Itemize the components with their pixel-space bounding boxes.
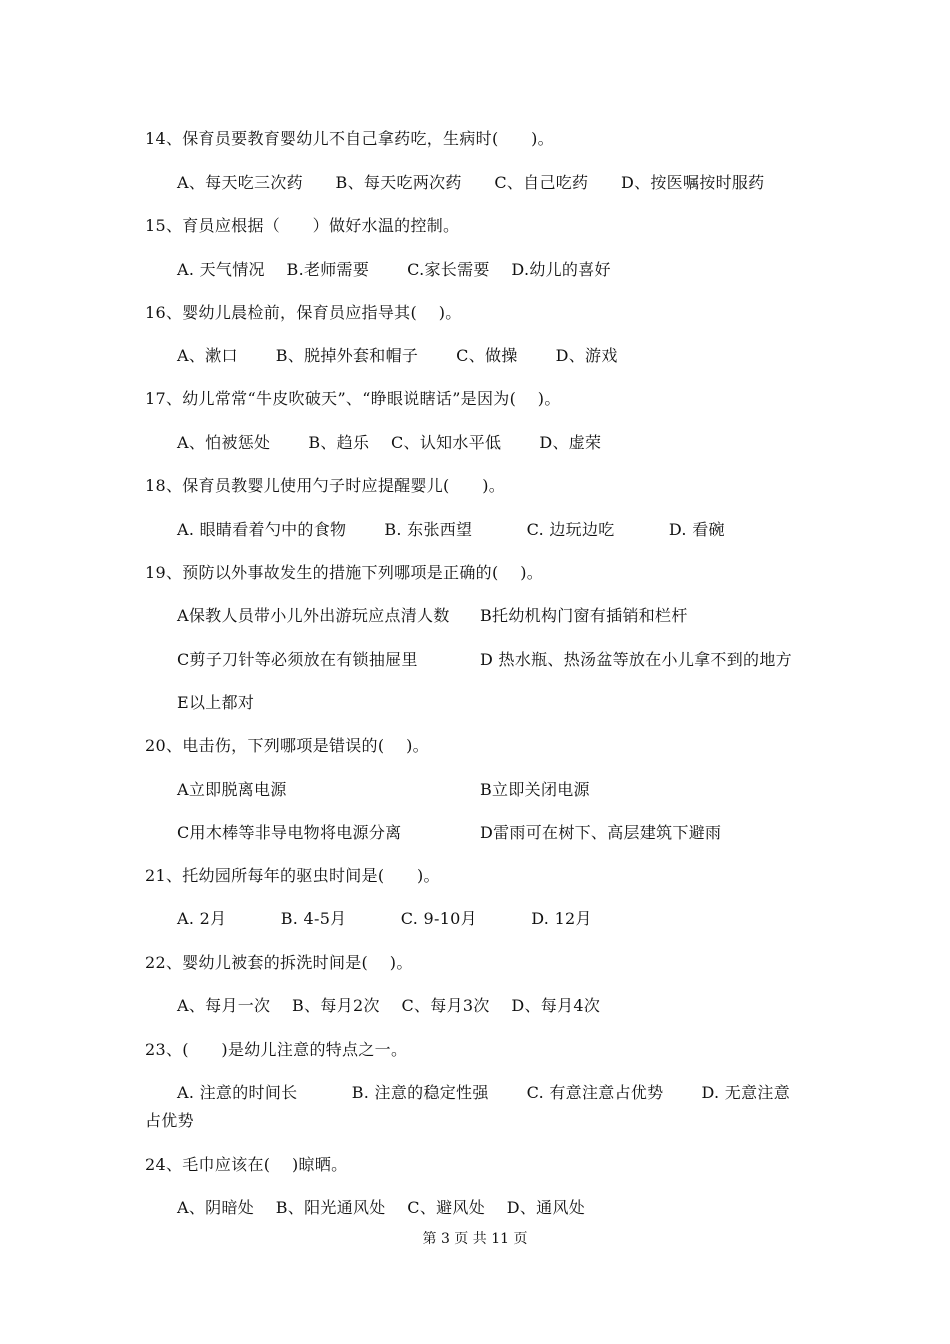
question-23-options-continuation: 占优势 — [145, 1111, 194, 1130]
question-19: 19、预防以外事故发生的措施下列哪项是正确的( )。 — [145, 563, 544, 582]
question-24: 24、毛巾应该在( )晾晒。 — [145, 1155, 348, 1174]
question-19-option-a: A保教人员带小儿外出游玩应点清人数 — [177, 606, 450, 625]
question-23: 23、( )是幼儿注意的特点之一。 — [145, 1040, 408, 1059]
question-20-option-a: A立即脱离电源 — [177, 780, 287, 799]
question-16: 16、婴幼儿晨检前，保育员应指导其( )。 — [145, 303, 462, 322]
question-17: 17、幼儿常常“牛皮吹破天”、“睁眼说瞎话”是因为( )。 — [145, 389, 561, 408]
question-16-options: A、漱口 B、脱掉外套和帽子 C、做操 D、游戏 — [177, 346, 618, 365]
question-19-option-c: C剪子刀针等必须放在有锁抽屉里 — [177, 650, 418, 669]
question-20-option-c: C用木棒等非导电物将电源分离 — [177, 823, 402, 842]
question-15: 15、育员应根据（ ）做好水温的控制。 — [145, 216, 460, 235]
question-14: 14、保育员要教育婴幼儿不自己拿药吃，生病时( )。 — [145, 129, 554, 148]
question-14-options: A、每天吃三次药 B、每天吃两次药 C、自己吃药 D、按医嘱按时服药 — [177, 173, 765, 192]
question-17-options: A、怕被惩处 B、趋乐 C、认知水平低 D、虚荣 — [177, 433, 602, 452]
question-19-option-d: D 热水瓶、热汤盆等放在小儿拿不到的地方 — [480, 650, 792, 669]
question-20-option-b: B立即关闭电源 — [480, 780, 590, 799]
question-22-options: A、每月一次 B、每月2次 C、每月3次 D、每月4次 — [177, 996, 601, 1015]
question-20: 20、电击伤，下列哪项是错误的( )。 — [145, 736, 429, 755]
page-footer: 第 3 页 共 11 页 — [422, 1231, 528, 1247]
question-20-option-d: D雷雨可在树下、高层建筑下避雨 — [480, 823, 722, 842]
question-18: 18、保育员教婴儿使用勺子时应提醒婴儿( )。 — [145, 476, 506, 495]
question-15-options: A. 天气情况 B.老师需要 C.家长需要 D.幼儿的喜好 — [177, 260, 611, 279]
question-19-option-b: B托幼机构门窗有插销和栏杆 — [480, 606, 688, 625]
question-21-options: A. 2月 B. 4-5月 C. 9-10月 D. 12月 — [177, 909, 592, 928]
question-21: 21、托幼园所每年的驱虫时间是( )。 — [145, 866, 440, 885]
question-18-options: A. 眼睛看着勺中的食物 B. 东张西望 C. 边玩边吃 D. 看碗 — [177, 520, 725, 539]
question-24-options: A、阴暗处 B、阳光通风处 C、避风处 D、通风处 — [177, 1198, 586, 1217]
question-22: 22、婴幼儿被套的拆洗时间是( )。 — [145, 953, 413, 972]
question-23-options: A. 注意的时间长 B. 注意的稳定性强 C. 有意注意占优势 D. 无意注意 — [177, 1083, 790, 1102]
question-19-option-e: E以上都对 — [177, 693, 255, 712]
